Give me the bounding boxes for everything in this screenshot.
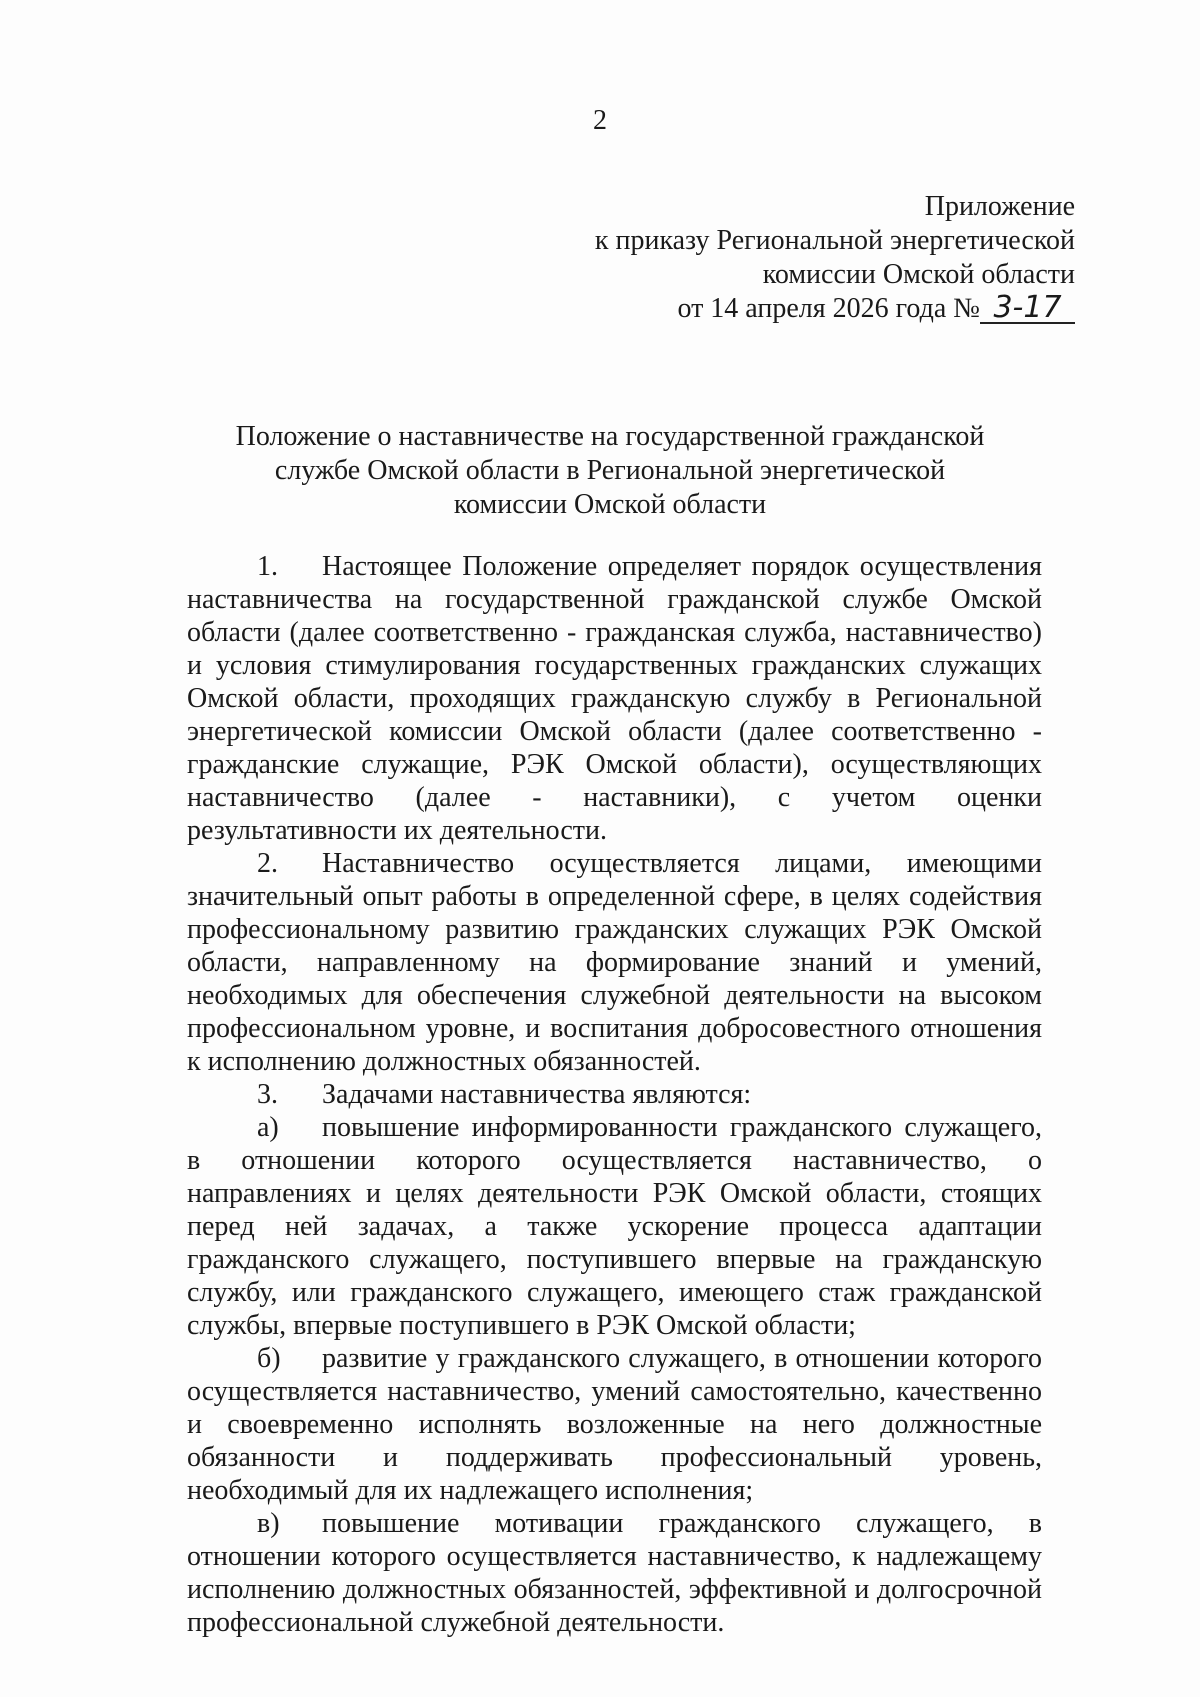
title-line-1: Положение о наставничестве на государственной гражданской bbox=[235, 421, 985, 452]
paragraph-number: 3. bbox=[257, 1079, 278, 1110]
title-line-2: службе Омской области в Региональной энергетической bbox=[274, 455, 946, 486]
paragraph-text: Настоящее Положение определяет порядок осуществления наставничества на государственной гражданской службе Омской области (далее соответственно - гражданская служба, наставничество) и условия стимулирования государственных гражданских служащих Омской области, проходящих гражданскую службу в Региональной энергетической комиссии Омской области (далее соответственно - гражданские служащие, РЭК Омской области), осуществляющих наставничество (далее - наставники), с учетом оценки результативности их деятельности. bbox=[187, 551, 1042, 846]
appendix-label: Приложение bbox=[924, 191, 1075, 222]
document-title bbox=[180, 420, 1040, 522]
paragraph-2 bbox=[187, 847, 1042, 1078]
appendix-date-line bbox=[595, 292, 1075, 326]
page-number: 2 bbox=[593, 105, 607, 136]
paragraph-number: 2. bbox=[257, 848, 278, 879]
paragraph-3 bbox=[187, 1078, 1042, 1111]
document-body bbox=[187, 550, 1042, 1639]
order-number-handwritten: 3-17 bbox=[980, 294, 1075, 324]
subitem-v bbox=[187, 1507, 1042, 1639]
subitem-letter: в) bbox=[257, 1508, 280, 1539]
title-line-3: комиссии Омской области bbox=[453, 489, 767, 520]
appendix-order-ref: к приказу Региональной энергетической bbox=[594, 225, 1075, 256]
subitem-letter: а) bbox=[257, 1112, 279, 1143]
subitem-text: повышение информированности гражданского служащего, в отношении которого осуществляется наставничество, о направлениях и целях деятельности РЭК Омской области, стоящих перед ней задачах, а также ускорение процесса адаптации гражданского служащего, поступившего впервые на гражданскую службу, или гражданского служащего, имеющего стаж гражданской службы, впервые поступившего в РЭК Омской области; bbox=[187, 1112, 1042, 1341]
subitem-letter: б) bbox=[257, 1343, 281, 1374]
subitem-a bbox=[187, 1111, 1042, 1342]
appendix-date: от 14 апреля 2026 года № bbox=[677, 293, 980, 324]
paragraph-text: Наставничество осуществляется лицами, имеющими значительный опыт работы в определенной сфере, в целях содействия профессиональному развитию гражданских служащих РЭК Омской области, направленному на формирование знаний и умений, необходимых для обеспечения служебной деятельности на высоком профессиональном уровне, и воспитания добросовестного отношения к исполнению должностных обязанностей. bbox=[187, 848, 1042, 1077]
subitem-text: повышение мотивации гражданского служащего, в отношении которого осуществляется наставничество, к надлежащему исполнению должностных обязанностей, эффективной и долгосрочной профессиональной служебной деятельности. bbox=[187, 1508, 1042, 1638]
appendix-block bbox=[595, 190, 1075, 326]
paragraph-1 bbox=[187, 550, 1042, 847]
appendix-commission: комиссии Омской области bbox=[762, 259, 1075, 290]
paragraph-text: Задачами наставничества являются: bbox=[322, 1079, 752, 1110]
subitem-text: развитие у гражданского служащего, в отношении которого осуществляется наставничество, умений самостоятельно, качественно и своевременно исполнять возложенные на него должностные обязанности и поддерживать профессиональный уровень, необходимый для их надлежащего исполнения; bbox=[187, 1343, 1042, 1506]
subitem-b bbox=[187, 1342, 1042, 1507]
paragraph-number: 1. bbox=[257, 551, 278, 582]
